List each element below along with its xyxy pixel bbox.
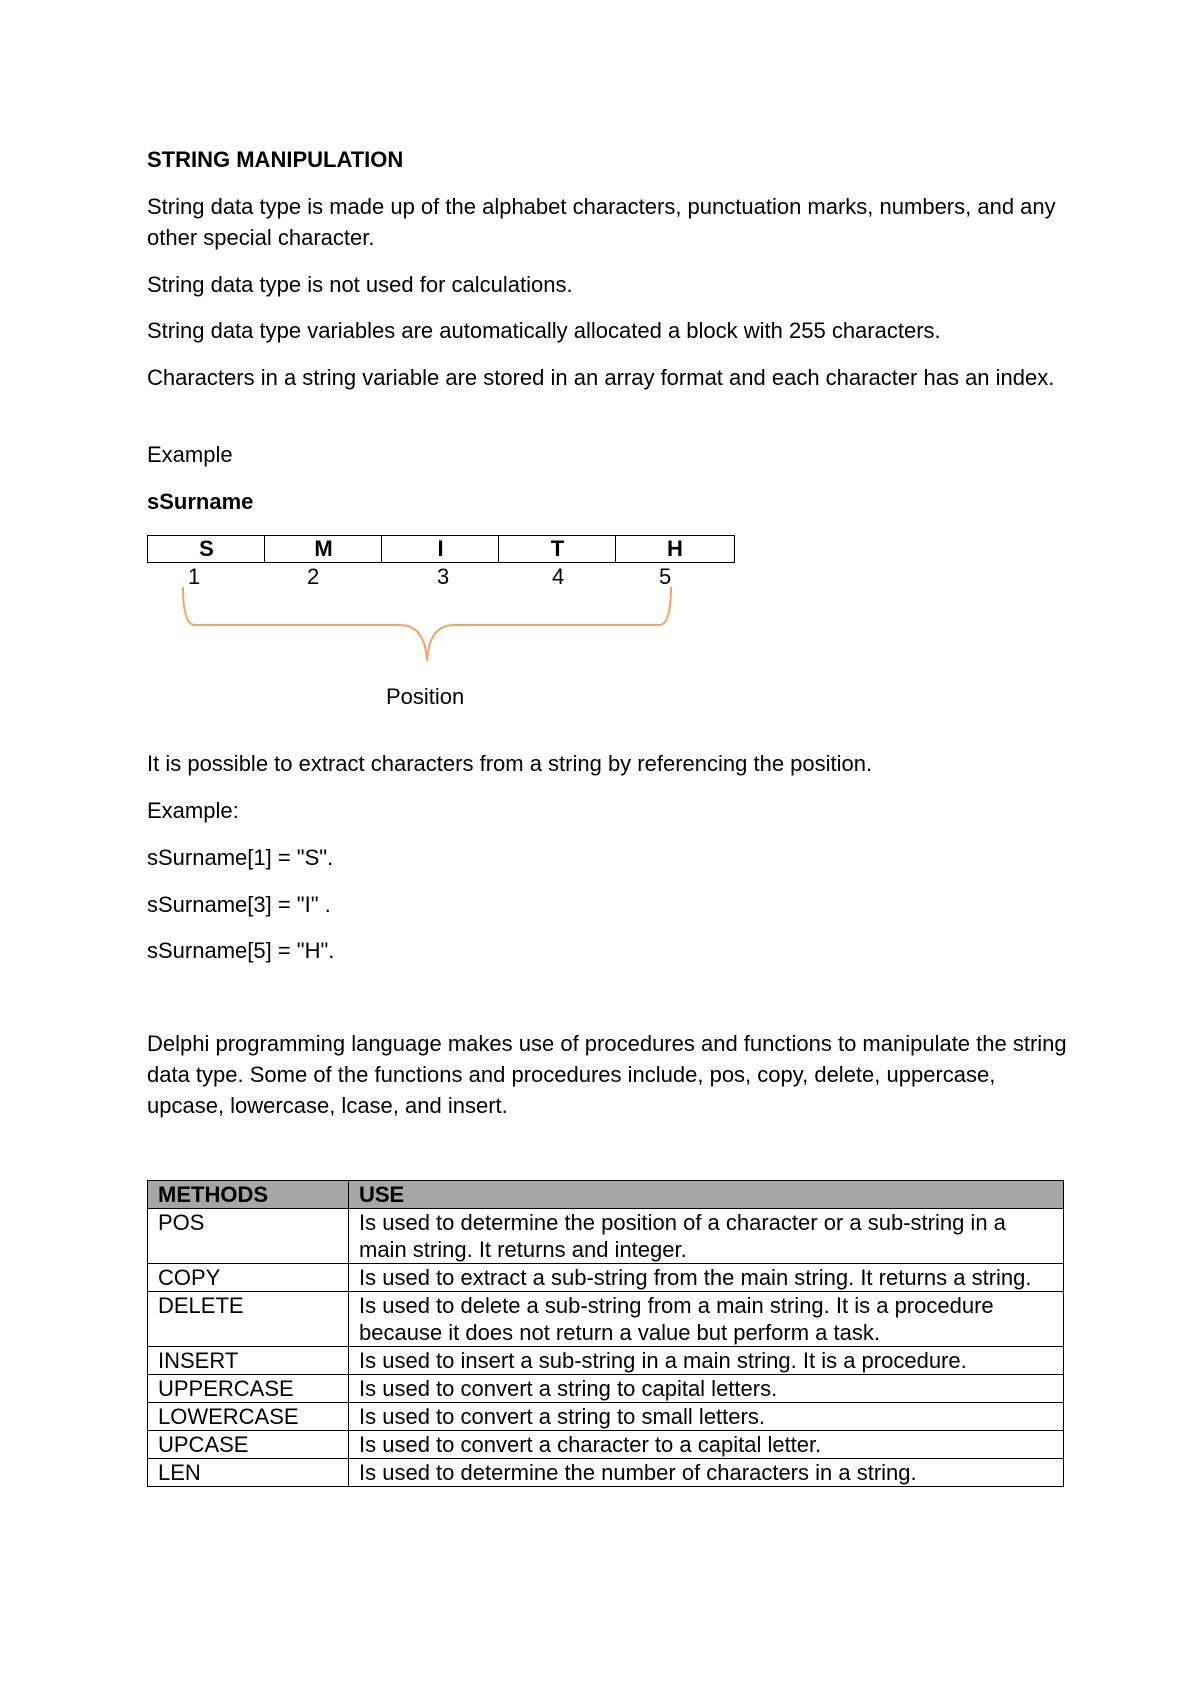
example-line-3: sSurname[5] = "H". [147,938,335,963]
delphi-paragraph: Delphi programming language makes use of procedures and functions to manipulate the string data type. Some of the functions and procedures include, pos, copy, delete, uppercase, upcase, lowercase, lcase, and insert. [147,1031,1067,1118]
index-label: 1 [188,564,201,589]
use-cell: Is used to determine the number of characters in a string. [349,1459,1064,1487]
method-cell: DELETE [148,1292,349,1347]
use-cell: Is used to convert a character to a capital letter. [349,1431,1064,1459]
variable-name: sSurname [147,489,254,514]
method-cell: COPY [148,1264,349,1292]
table-row [148,1209,1064,1264]
intro-paragraph-1: String data type is made up of the alphabet characters, punctuation marks, numbers, and any other special character. [147,194,1056,250]
example-line-1: sSurname[1] = "S". [147,845,334,870]
position-label: Position [386,684,465,709]
index-label: 5 [659,564,672,589]
table-header-row [148,1181,1064,1209]
table-row [148,1375,1064,1403]
method-cell: LEN [148,1459,349,1487]
char-cell: I [381,535,499,562]
method-cell: UPPERCASE [148,1375,349,1403]
intro-paragraph-2: String data type is not used for calculations. [147,272,573,297]
index-label: 2 [307,564,320,589]
table-row [148,1292,1064,1347]
header-methods: METHODS [148,1181,349,1209]
index-label: 3 [437,564,450,589]
table-row [148,1264,1064,1292]
position-brace [175,585,675,665]
use-cell: Is used to insert a sub-string in a main string. It is a procedure. [349,1347,1064,1375]
use-cell: Is used to convert a string to capital letters. [349,1375,1064,1403]
table-row [148,1431,1064,1459]
extract-text: It is possible to extract characters from a string by referencing the position. [147,751,873,776]
method-cell: POS [148,1209,349,1264]
example-line-2: sSurname[3] = "I" . [147,892,331,917]
char-cell: T [498,535,616,562]
method-cell: LOWERCASE [148,1403,349,1431]
use-cell: Is used to determine the position of a character or a sub-string in a main string. It returns and integer. [349,1209,1064,1264]
method-cell: UPCASE [148,1431,349,1459]
table-row [148,1347,1064,1375]
char-cell: H [615,535,735,562]
example-label: Example [147,442,233,467]
use-cell: Is used to convert a string to small letters. [349,1403,1064,1431]
intro-paragraph-3: String data type variables are automatically allocated a block with 255 characters. [147,318,941,343]
char-cell: S [147,535,265,562]
header-use: USE [349,1181,1064,1209]
index-label: 4 [552,564,565,589]
example2-label: Example: [147,798,239,823]
use-cell: Is used to extract a sub-string from the main string. It returns a string. [349,1264,1064,1292]
method-cell: INSERT [148,1347,349,1375]
table-row [148,1459,1064,1487]
page-title: STRING MANIPULATION [147,147,404,172]
string-array [147,535,735,563]
table-row [148,1403,1064,1431]
intro-paragraph-4: Characters in a string variable are stored in an array format and each character has an index. [147,365,1055,390]
methods-table [147,1180,1064,1487]
use-cell: Is used to delete a sub-string from a main string. It is a procedure because it does not return a value but perform a task. [349,1292,1064,1347]
char-cell: M [264,535,382,562]
